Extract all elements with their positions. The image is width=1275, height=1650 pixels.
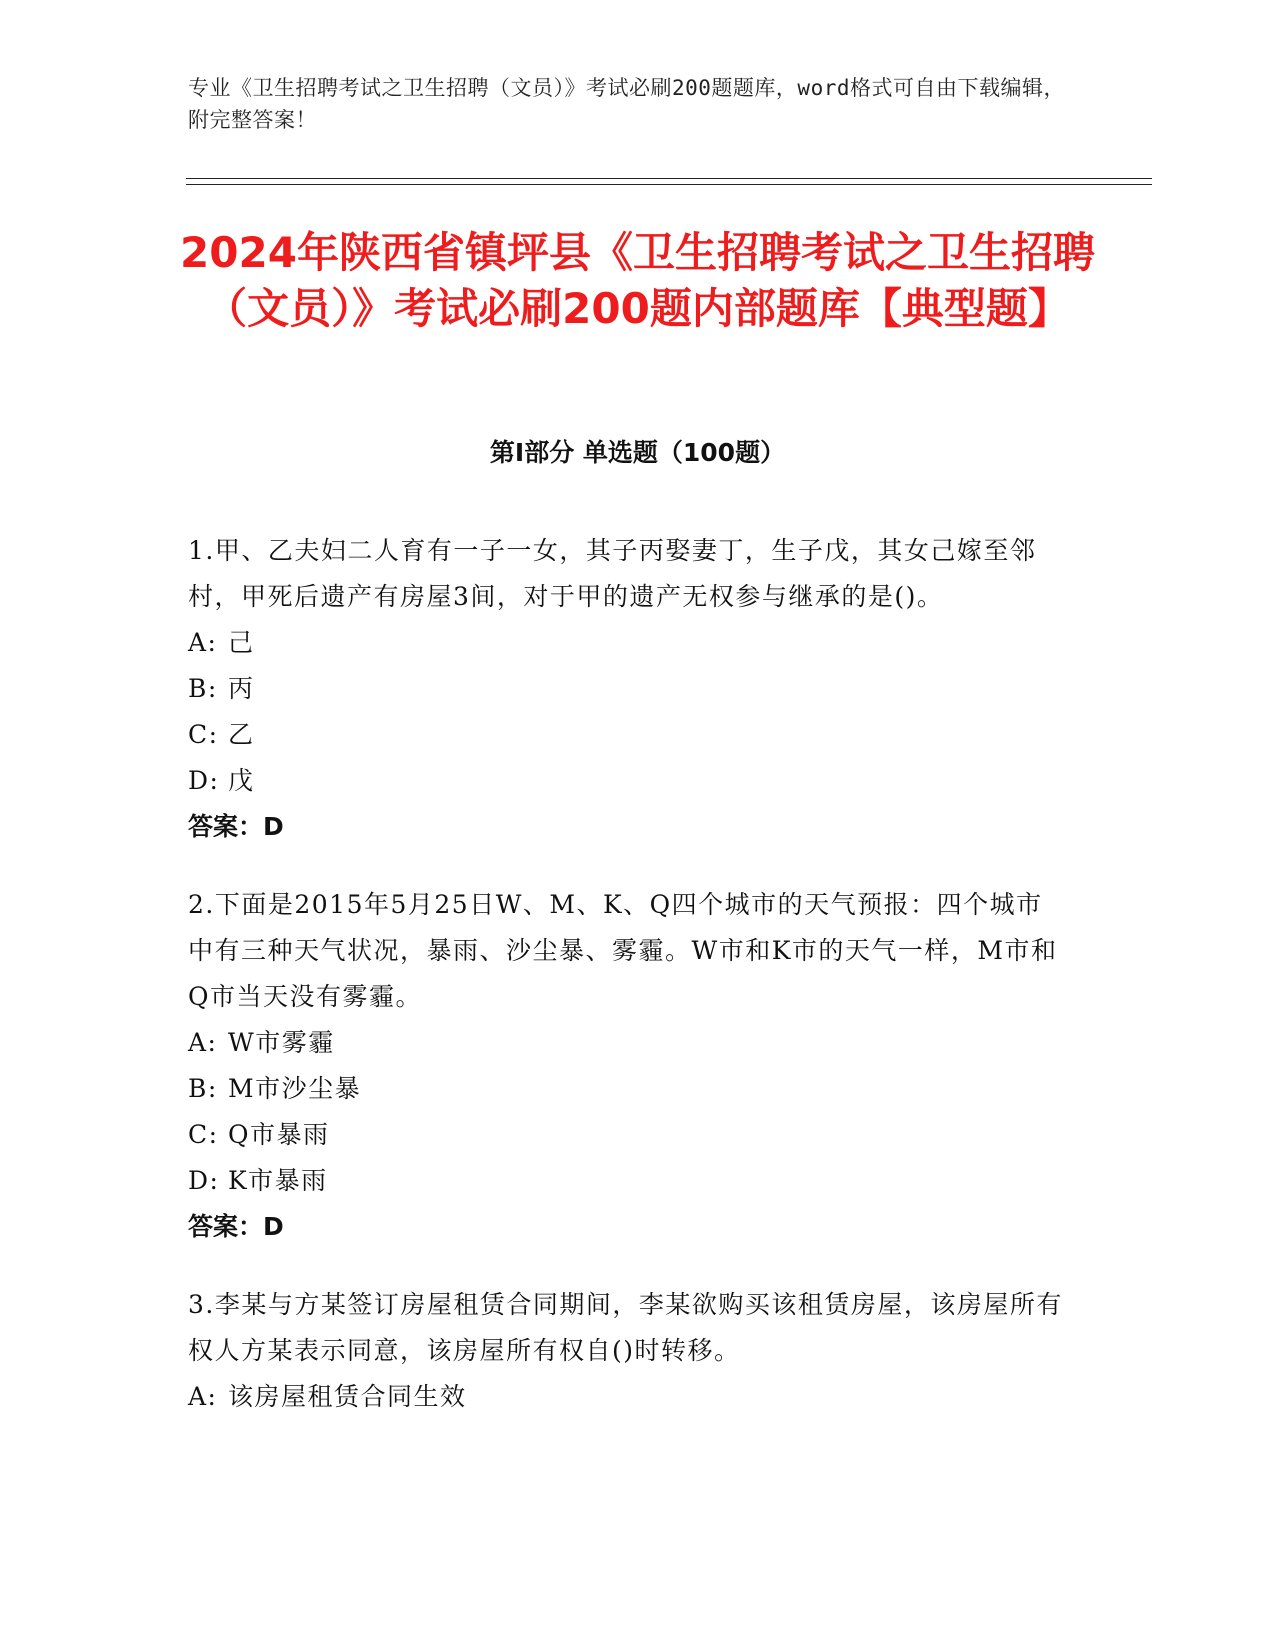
option-text: M市沙尘暴 (228, 1074, 362, 1103)
option-c (188, 712, 1068, 758)
question-2 (188, 882, 1068, 1250)
document-title: 2024年陕西省镇坪县《卫生招聘考试之卫生招聘（文员）》考试必刷200题内部题库【典型题】 (180, 228, 1095, 333)
option-b (188, 1066, 1068, 1112)
option-letter: B: (188, 674, 218, 703)
header-rule-bottom (186, 184, 1152, 185)
question-3 (188, 1282, 1068, 1420)
header-rule-top (186, 178, 1152, 179)
option-a (188, 1020, 1068, 1066)
option-letter: A: (188, 1028, 218, 1057)
section-title: 第Ⅰ部分 单选题（100题） (489, 438, 786, 467)
option-text: 丙 (228, 674, 255, 703)
option-text: 乙 (228, 720, 255, 749)
option-letter: D: (188, 766, 220, 795)
header-note: 专业《卫生招聘考试之卫生招聘（文员）》考试必刷200题题库，word格式可自由下载编辑，附完整答案！ (188, 76, 1065, 132)
option-letter: B: (188, 1074, 218, 1103)
option-text: 戊 (228, 766, 255, 795)
question-1 (188, 528, 1068, 850)
option-text: K市暴雨 (228, 1166, 328, 1195)
option-letter: A: (188, 628, 218, 657)
question-stem: 1.甲、乙夫妇二人育有一子一女，其子丙娶妻丁，生子戊，其女己嫁至邻村，甲死后遗产有房屋3间，对于甲的遗产无权参与继承的是()。 (188, 536, 1037, 611)
option-letter: A: (188, 1382, 218, 1411)
option-text: W市雾霾 (228, 1028, 335, 1057)
question-list (188, 528, 1068, 1452)
option-text: 己 (228, 628, 255, 657)
option-a (188, 620, 1068, 666)
answer-line: 答案：D (188, 812, 284, 841)
option-a (188, 1374, 1068, 1420)
option-c (188, 1112, 1068, 1158)
option-letter: C: (188, 720, 219, 749)
answer-line: 答案：D (188, 1212, 284, 1241)
option-text: Q市暴雨 (228, 1120, 330, 1149)
option-d (188, 1158, 1068, 1204)
question-stem: 3.李某与方某签订房屋租赁合同期间，李某欲购买该租赁房屋，该房屋所有权人方某表示同意，该房屋所有权自()时转移。 (188, 1290, 1063, 1365)
option-letter: C: (188, 1120, 219, 1149)
option-b (188, 666, 1068, 712)
option-text: 该房屋租赁合同生效 (228, 1382, 467, 1411)
question-stem: 2.下面是2015年5月25日W、M、K、Q四个城市的天气预报：四个城市中有三种天气状况，暴雨、沙尘暴、雾霾。W市和K市的天气一样，M市和Q市当天没有雾霾。 (188, 890, 1058, 1011)
option-letter: D: (188, 1166, 220, 1195)
option-d (188, 758, 1068, 804)
